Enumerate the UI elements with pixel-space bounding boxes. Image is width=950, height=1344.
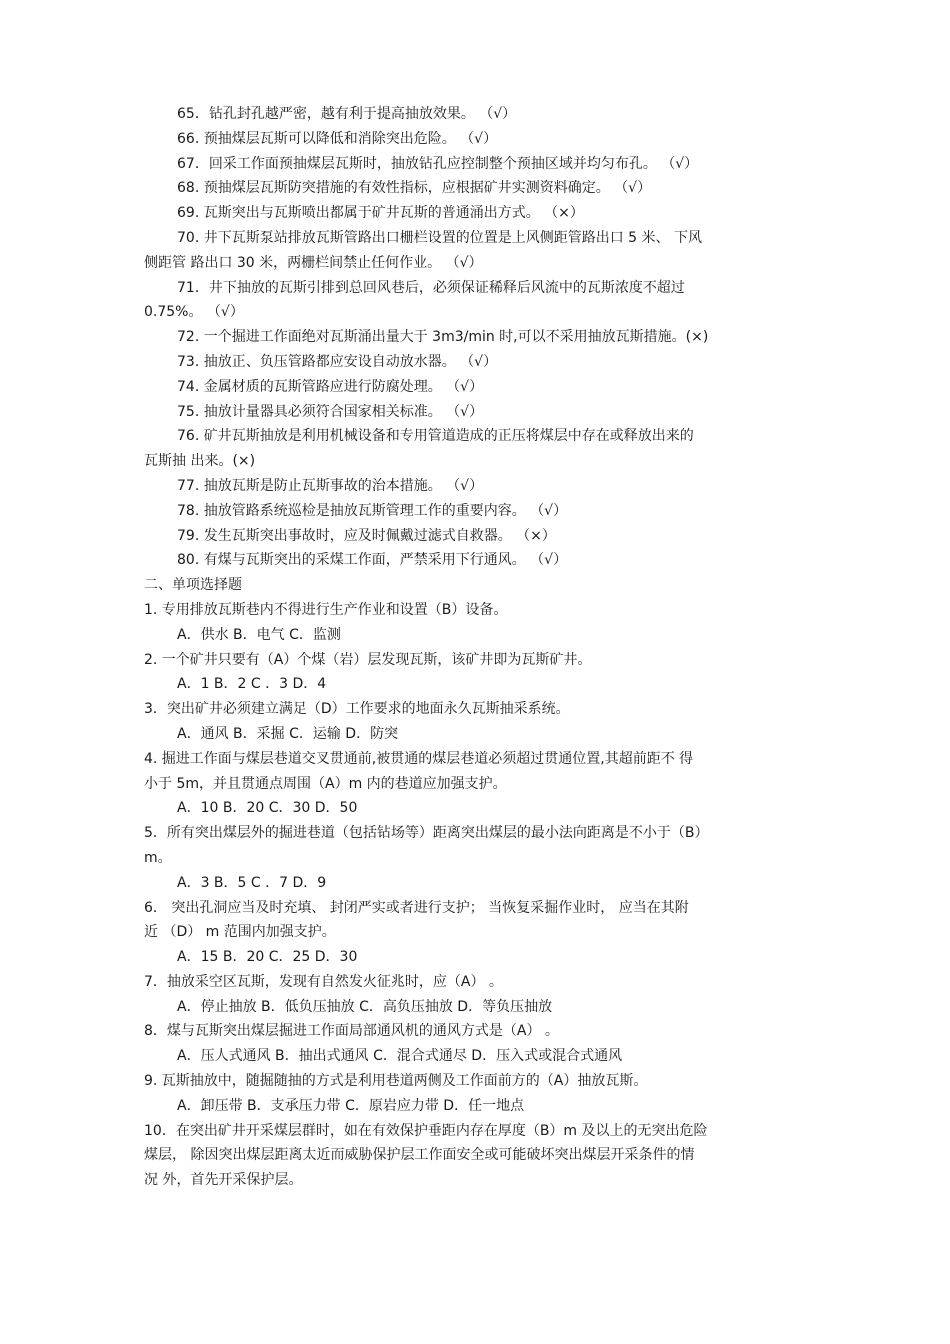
mc-options: A．1 B．2 C ．3 D．4: [177, 676, 327, 693]
mc-question: 6． 突出孔洞应当及时充填、 封闭严实或者进行支护； 当恢复采掘作业时， 应当在其附: [144, 899, 689, 916]
tf-item-continuation: 瓦斯抽 出来。(×): [144, 453, 256, 470]
mc-question-continuation: 近 （D） m 范围内加强支护。: [144, 924, 336, 941]
tf-item: 68. 预抽煤层瓦斯防突措施的有效性指标，应根据矿井实测资料确定。 （√）: [177, 180, 652, 197]
mc-question: 10．在突出矿井开采煤层群时，如在有效保护垂距内存在厚度（B）m 及以上的无突出危险: [144, 1122, 708, 1139]
tf-item: 79. 发生瓦斯突出事故时，应及时佩戴过滤式自救器。 （×）: [177, 527, 556, 544]
mc-question: 8．煤与瓦斯突出煤层掘进工作面局部通风机的通风方式是（A） 。: [144, 1023, 559, 1040]
tf-item: 65．钻孔封孔越严密，越有利于提高抽放效果。 （√）: [177, 106, 517, 122]
mc-options: A．15 B．20 C．25 D．30: [177, 949, 358, 966]
mc-question: 5．所有突出煤层外的掘进巷道（包括钻场等）距离突出煤层的最小法向距离是不小于（B）: [144, 825, 709, 842]
mc-question: 4. 掘进工作面与煤层巷道交叉贯通前,被贯通的煤层巷道必须超过贯通位置,其超前距不 得: [144, 750, 694, 767]
true-false-list: [144, 102, 814, 573]
tf-item: 72. 一个掘进工作面绝对瓦斯涌出量大于 3m3/min 时,可以不采用抽放瓦斯措施。(×): [177, 329, 709, 346]
mc-options: A．停止抽放 B．低负压抽放 C．高负压抽放 D．等负压抽放: [177, 998, 553, 1015]
mc-question-continuation: 煤层， 除因突出煤层距离太近而威胁保护层工作面安全或可能破坏突出煤层开采条件的情: [144, 1147, 695, 1164]
tf-item-continuation: 侧距管 路出口 30 米，两栅栏间禁止任何作业。 （√）: [144, 254, 483, 271]
mc-question: 2. 一个矿井只要有（A）个煤（岩）层发现瓦斯，该矿井即为瓦斯矿井。: [144, 651, 592, 668]
mc-options: A．通风 B．采掘 C．运输 D．防突: [177, 725, 399, 742]
document-body: [144, 102, 814, 1193]
mc-options: A．供水 B．电气 C．监测: [177, 626, 341, 643]
tf-item-continuation: 0.75%。 （√）: [144, 304, 244, 321]
tf-item: 70. 井下瓦斯泵站排放瓦斯管路出口栅栏设置的位置是上风侧距管路出口 5 米、 下风: [177, 229, 702, 246]
mc-options: A．卸压带 B．支承压力带 C．原岩应力带 D．任一地点: [177, 1097, 525, 1114]
section-title: 二、单项选择题: [144, 577, 242, 594]
tf-item: 78. 抽放管路系统巡检是抽放瓦斯管理工作的重要内容。 （√）: [177, 502, 568, 519]
mc-question-continuation: 况 外，首先开采保护层。: [144, 1172, 303, 1189]
tf-item: 74. 金属材质的瓦斯管路应进行防腐处理。 （√）: [177, 378, 484, 395]
tf-item: 73. 抽放正、负压管路都应安设自动放水器。 （√）: [177, 353, 498, 370]
mc-question: 9. 瓦斯抽放中，随掘随抽的方式是利用巷道两侧及工作面前方的（A）抽放瓦斯。: [144, 1073, 648, 1090]
mc-question-continuation: m。: [144, 849, 172, 866]
tf-item: 80. 有煤与瓦斯突出的采煤工作面，严禁采用下行通风。 （√）: [177, 552, 568, 569]
mc-options: A．10 B．20 C．30 D．50: [177, 800, 358, 817]
mc-question: 7．抽放采空区瓦斯，发现有自然发火征兆时，应（A） 。: [144, 973, 503, 990]
tf-item: 76. 矿井瓦斯抽放是利用机械设备和专用管道造成的正压将煤层中存在或释放出来的: [177, 428, 694, 445]
mc-question: 3．突出矿井必须建立满足（D）工作要求的地面永久瓦斯抽采系统。: [144, 701, 570, 718]
mc-question: 1. 专用排放瓦斯巷内不得进行生产作业和设置（B）设备。: [144, 601, 508, 618]
tf-item: 67．回采工作面预抽煤层瓦斯时，抽放钻孔应控制整个预抽区域并均匀布孔。 （√）: [177, 155, 699, 172]
mc-question-continuation: 小于 5m，并且贯通点周围（A）m 内的巷道应加强支护。: [144, 775, 507, 792]
tf-item: 66. 预抽煤层瓦斯可以降低和消除突出危险。 （√）: [177, 130, 498, 147]
tf-item: 77. 抽放瓦斯是防止瓦斯事故的治本措施。 （√）: [177, 477, 484, 494]
tf-item: 69. 瓦斯突出与瓦斯喷出都属于矿井瓦斯的普通涌出方式。 （×）: [177, 205, 584, 222]
tf-item: 75. 抽放计量器具必须符合国家相关标准。 （√）: [177, 403, 484, 420]
mc-options: A．压人式通风 B．抽出式通风 C．混合式通尽 D．压入式或混合式通风: [177, 1048, 623, 1065]
multiple-choice-list: [144, 598, 814, 1193]
tf-item: 71．井下抽放的瓦斯引排到总回风巷后，必须保证稀释后风流中的瓦斯浓度不超过: [177, 279, 685, 296]
mc-options: A．3 B．5 C ．7 D．9: [177, 874, 327, 891]
